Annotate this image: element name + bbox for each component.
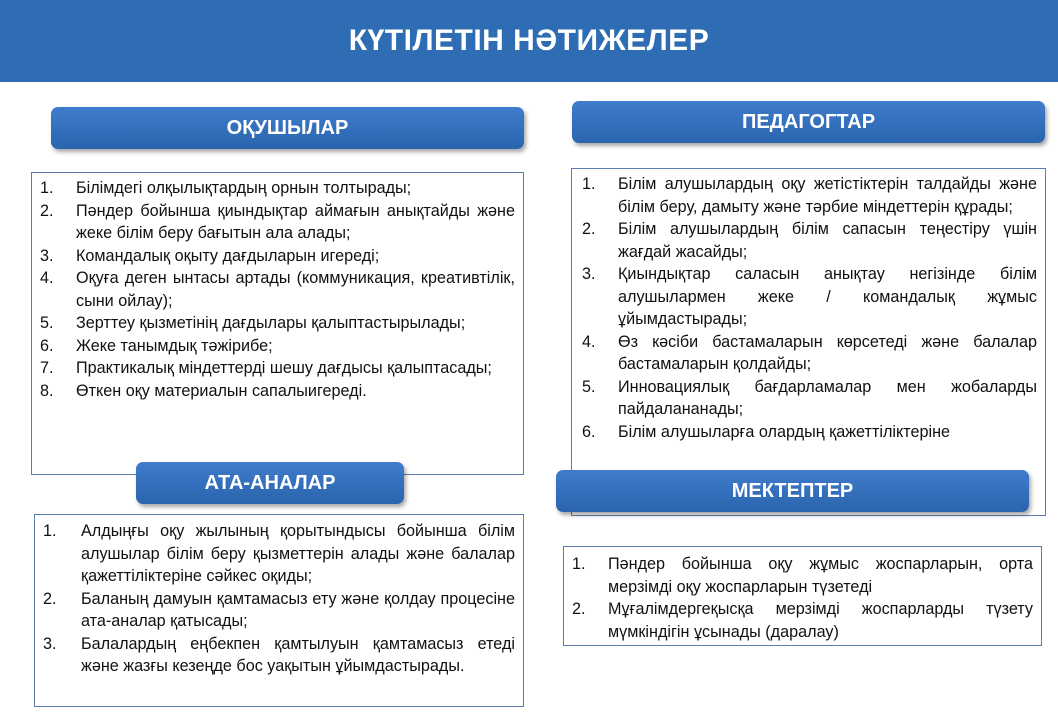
- students-box: [31, 172, 524, 475]
- list-item: 3. Балалардың еңбекпен қамтылуын қамтамасыз етеді және жазғы кезеңде бос уақытын ұйымдастырады.: [43, 634, 515, 675]
- list-item: 8. Өткен оқу материалын сапалыигереді.: [40, 381, 367, 400]
- list-item: 4. Оқуға деген ынтасы артады (коммуникация, креативтілік, сыни ойлау);: [40, 269, 515, 310]
- schools-header: [556, 470, 1029, 512]
- parents-list: [43, 520, 515, 678]
- parents-box: [34, 514, 524, 707]
- list-item: 4. Өз кәсіби бастамаларын көрсетеді және балалар бастамаларын қолдайды;: [582, 332, 1037, 373]
- list-item: 1. Алдыңғы оқу жылының қорытындысы бойынша білім алушылар білім беру қызметтерін алады және балалар қажеттіліктеріне сәйкес оқиды;: [43, 522, 515, 585]
- parents-header: [136, 462, 404, 504]
- schools-list: [572, 553, 1033, 643]
- list-item: 1. Білімдегі олқылықтардың орнын толтырады;: [40, 179, 412, 197]
- list-item: 2. Мұғалімдергеқысқа мерзімді жоспарларды түзету мүмкіндігін ұсынады (даралау): [572, 600, 1033, 641]
- list-item: 3. Қиындықтар саласын анықтау негізінде білім алушылармен жеке / командалық жұмыс ұйымдастырады;: [582, 265, 1037, 328]
- teachers-label: ПЕДАГОГТАР: [741, 110, 876, 133]
- list-item: 2. Білім алушылардың білім сапасын теңестіру үшін жағдай жасайды;: [582, 220, 1037, 261]
- teachers-list: [582, 173, 1037, 443]
- list-item: 6. Жеке танымдық тәжірибе;: [40, 336, 273, 355]
- page-title: КҮТІЛЕТІН НӘТИЖЕЛЕР: [348, 24, 710, 57]
- schools-label: МЕКТЕПТЕР: [731, 479, 854, 502]
- list-item: 7. Практикалық міндеттерді шешу дағдысы қалыптасады;: [40, 359, 492, 377]
- schools-box: [563, 546, 1042, 646]
- header-bar: [0, 0, 1058, 82]
- teachers-box: [571, 168, 1046, 516]
- students-list: [40, 177, 515, 402]
- list-item: 1. Пәндер бойынша оқу жұмыс жоспарларын, орта мерзімді оқу жоспарларын түзетеді: [572, 555, 1033, 596]
- teachers-header: [572, 101, 1045, 143]
- students-label: ОҚУШЫЛАР: [226, 116, 349, 139]
- list-item: 1. Білім алушылардың оқу жетістіктерін талдайды және білім беру, дамыту және тәрбие міндеттерін құрады;: [582, 175, 1037, 216]
- students-header: [51, 107, 524, 149]
- list-item: 2. Баланың дамуын қамтамасыз ету және қолдау процесіне ата-аналар қатысады;: [43, 589, 515, 630]
- list-item: 3. Командалық оқыту дағдыларын игереді;: [40, 246, 380, 265]
- list-item: 2. Пәндер бойынша қиындықтар аймағын анықтайды және жеке білім беру бағытын ала алады;: [40, 201, 515, 242]
- parents-label: АТА-АНАЛАР: [204, 471, 336, 494]
- list-item: 5. Зерттеу қызметінің дағдылары қалыптастырылады;: [40, 314, 466, 332]
- list-item: 6. Білім алушыларға олардың қажеттіліктеріне: [582, 422, 951, 441]
- list-item: 5. Инновациялық бағдарламалар мен жобаларды пайдалананады;: [582, 377, 1037, 418]
